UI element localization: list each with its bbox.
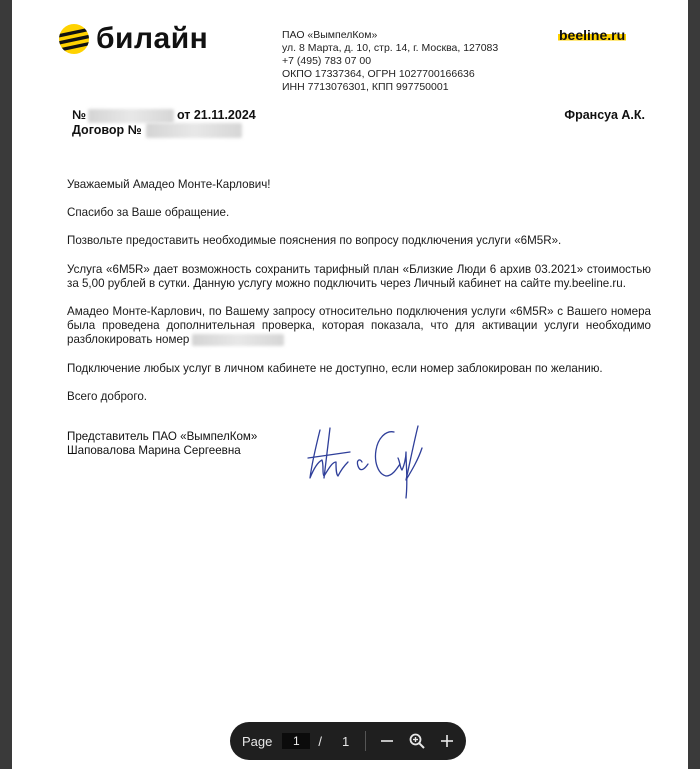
beeline-logo-icon [58, 23, 90, 55]
brand-logo [58, 22, 208, 56]
plus-icon [439, 733, 455, 749]
signatory [67, 430, 257, 458]
page-number-input[interactable]: 1 [282, 733, 310, 749]
brand-site: beeline.ru [559, 27, 626, 43]
paragraph: Услуга «6M5R» дает возможность сохранить тарифный план «Близкие Люди 6 архив 03.2021» стоимостью за 5,00 рублей в сутки. Данную услугу можно подключить через Личный кабинет на сайте my.beeline.ru. [67, 262, 651, 290]
magnifier-icon [408, 732, 426, 750]
company-line: ИНН 7713076301, КПП 997750001 [282, 81, 449, 93]
paragraph-check [67, 305, 651, 348]
redacted-number [88, 109, 174, 123]
company-line: ул. 8 Марта, д. 10, стр. 14, г. Москва, 127083 [282, 42, 499, 54]
pdf-viewer-toolbar [230, 722, 466, 760]
redacted-contract [146, 123, 242, 138]
total-pages: 1 [342, 733, 350, 749]
company-line: ОКПО 17337364, ОГРН 1027700166636 [282, 68, 475, 80]
zoom-out-button[interactable] [372, 726, 402, 756]
paragraph: Подключение любых услуг в личном кабинете не доступно, если номер заблокирован по желанию. [67, 361, 603, 375]
zoom-in-button[interactable] [432, 726, 462, 756]
page-separator: / [318, 733, 322, 749]
greeting: Уважаемый Амадео Монте-Карлович! [67, 178, 271, 191]
number-prefix: № [72, 108, 86, 122]
toolbar-divider [365, 731, 366, 751]
paragraph-text: Амадео Монте-Карлович, по Вашему запросу относительно подключения услуги «6M5R» с Вашего номера была проведена дополнительная проверка, которая показала, что для активации услуги необходимо разблокировать номер [67, 305, 651, 347]
letter-date: от 21.11.2024 [176, 108, 256, 122]
minus-icon [379, 733, 395, 749]
brand-name: билайн [96, 22, 209, 55]
letter-body [67, 178, 651, 418]
company-line: +7 (495) 783 07 00 [282, 55, 372, 67]
zoom-fit-button[interactable] [402, 726, 432, 756]
company-details [282, 29, 498, 94]
page-label: Page [242, 733, 273, 749]
company-line: ПАО «ВымпелКом» [282, 29, 378, 41]
signatory-name: Шаповалова Марина Сергеевна [67, 444, 241, 458]
contract-label: Договор № [72, 123, 142, 137]
paragraph: Всего доброго. [67, 389, 148, 403]
letter-reference [72, 108, 256, 138]
document-page [12, 0, 688, 769]
redacted-phone [192, 334, 284, 346]
paragraph: Позвольте предоставить необходимые пояснения по вопросу подключения услуги «6M5R». [67, 234, 562, 248]
signatory-title: Представитель ПАО «ВымпелКом» [67, 430, 258, 443]
handwritten-signature [302, 418, 432, 508]
recipient-name: Франсуа А.К. [564, 108, 645, 122]
paragraph: Спасибо за Ваше обращение. [67, 206, 230, 220]
